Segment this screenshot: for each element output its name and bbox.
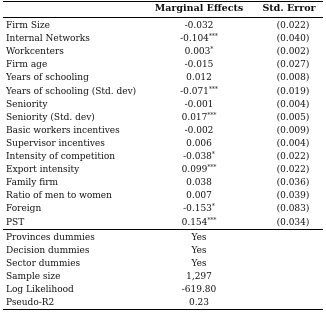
table-row bbox=[3, 203, 323, 216]
row-label: Ratio of men to women bbox=[6, 191, 112, 202]
coef-value: -0.104 bbox=[180, 34, 209, 45]
coef-value: 0.154 bbox=[181, 217, 208, 228]
marginal-effect-cell bbox=[134, 59, 264, 72]
table-row bbox=[3, 59, 323, 72]
row-label: Export intensity bbox=[6, 165, 80, 176]
summary-label: Log Likelihood bbox=[6, 284, 74, 295]
row-label: Supervisor incentives bbox=[6, 138, 105, 149]
table-row bbox=[3, 99, 323, 112]
header-std-error: Std. Error bbox=[262, 3, 316, 14]
summary-value: Yes bbox=[191, 258, 207, 269]
summary-label: Decision dummies bbox=[6, 245, 90, 256]
marginal-effect-cell bbox=[134, 217, 264, 230]
std-error-cell: (0.019) bbox=[276, 86, 310, 97]
std-error-cell: (0.034) bbox=[276, 217, 310, 228]
summary-row bbox=[3, 232, 323, 245]
row-label: Intensity of competition bbox=[6, 152, 116, 162]
coef-value: -0.001 bbox=[184, 99, 214, 110]
significance-stars: *** bbox=[207, 111, 217, 119]
marginal-effect-cell bbox=[134, 151, 264, 164]
table-row bbox=[3, 72, 323, 85]
summary-value: Yes bbox=[191, 233, 207, 243]
summary-label: Provinces dummies bbox=[6, 233, 95, 243]
row-label: Family firm bbox=[6, 178, 59, 189]
significance-stars: * bbox=[211, 151, 215, 158]
marginal-effect-cell bbox=[134, 20, 264, 33]
table-row bbox=[3, 164, 323, 177]
header-marginal-effects: Marginal Effects bbox=[154, 3, 244, 14]
summary-row bbox=[3, 271, 323, 284]
summary-row bbox=[3, 245, 323, 258]
table-row bbox=[3, 46, 323, 59]
std-error-cell: (0.039) bbox=[276, 191, 310, 202]
table-row bbox=[3, 190, 323, 203]
row-label: PST bbox=[6, 217, 25, 228]
summary-value: 0.23 bbox=[188, 297, 210, 308]
std-error-cell: (0.004) bbox=[276, 99, 310, 110]
significance-stars: *** bbox=[208, 85, 218, 93]
bottom-rule bbox=[3, 309, 323, 310]
coef-value: 0.003 bbox=[184, 47, 211, 58]
table-row bbox=[3, 20, 323, 33]
table-row bbox=[3, 33, 323, 46]
marginal-effect-cell bbox=[134, 164, 264, 177]
marginal-effect-cell bbox=[134, 125, 264, 138]
row-label: Seniority bbox=[6, 99, 48, 110]
significance-stars: *** bbox=[207, 216, 217, 224]
std-error-cell: (0.022) bbox=[276, 152, 310, 162]
std-error-cell: (0.022) bbox=[276, 165, 310, 176]
std-error-cell: (0.036) bbox=[276, 178, 310, 189]
coef-value: 0.038 bbox=[186, 178, 212, 189]
marginal-effect-cell bbox=[134, 138, 264, 151]
coef-value: -0.071 bbox=[180, 86, 209, 97]
coef-value: -0.015 bbox=[184, 60, 214, 71]
row-label: Firm age bbox=[6, 60, 48, 71]
marginal-effect-cell bbox=[134, 190, 264, 203]
coef-value: -0.038 bbox=[183, 152, 212, 162]
mid-rule bbox=[3, 229, 323, 230]
summary-value: Yes bbox=[191, 245, 207, 256]
std-error-cell: (0.005) bbox=[276, 112, 310, 123]
row-label: Years of schooling bbox=[6, 73, 89, 84]
summary-value: -619.80 bbox=[181, 284, 217, 295]
summary-row bbox=[3, 258, 323, 271]
table-row bbox=[3, 125, 323, 138]
std-error-cell: (0.002) bbox=[276, 47, 310, 58]
table-row bbox=[3, 217, 323, 230]
table-row bbox=[3, 112, 323, 125]
std-error-cell: (0.022) bbox=[276, 21, 310, 31]
coef-value: 0.017 bbox=[181, 112, 208, 123]
coef-value: 0.099 bbox=[181, 165, 208, 176]
marginal-effect-cell bbox=[134, 33, 264, 46]
row-label: Seniority (Std. dev) bbox=[6, 112, 95, 123]
row-label: Basic workers incentives bbox=[6, 125, 120, 136]
table-row bbox=[3, 177, 323, 190]
table-row bbox=[3, 86, 323, 99]
summary-row bbox=[3, 284, 323, 297]
marginal-effect-cell bbox=[134, 177, 264, 190]
table-row bbox=[3, 151, 323, 164]
std-error-cell: (0.008) bbox=[276, 73, 310, 84]
std-error-cell: (0.009) bbox=[276, 125, 310, 136]
coef-value: 0.006 bbox=[186, 138, 212, 149]
marginal-effect-cell bbox=[134, 86, 264, 99]
significance-stars: *** bbox=[208, 33, 218, 41]
marginal-effect-cell bbox=[134, 46, 264, 59]
summary-label: Pseudo-R2 bbox=[6, 297, 55, 308]
row-label: Firm Size bbox=[6, 21, 50, 31]
coef-value: -0.002 bbox=[184, 125, 214, 136]
coef-value: -0.032 bbox=[184, 21, 214, 31]
std-error-cell: (0.004) bbox=[276, 138, 310, 149]
significance-stars: * bbox=[210, 46, 214, 54]
std-error-cell: (0.040) bbox=[276, 34, 310, 45]
marginal-effect-cell bbox=[134, 112, 264, 125]
significance-stars: * bbox=[211, 203, 215, 211]
summary-label: Sector dummies bbox=[6, 258, 81, 269]
std-error-cell: (0.083) bbox=[276, 204, 310, 215]
row-label: Workcenters bbox=[6, 47, 64, 58]
marginal-effect-cell bbox=[134, 72, 264, 85]
row-label: Foreign bbox=[6, 204, 42, 215]
coef-value: -0.153 bbox=[183, 204, 212, 215]
table-row bbox=[3, 138, 323, 151]
significance-stars: *** bbox=[207, 164, 217, 172]
marginal-effect-cell bbox=[134, 99, 264, 112]
summary-label: Sample size bbox=[6, 271, 61, 282]
coef-value: 0.007 bbox=[186, 191, 212, 202]
header-row bbox=[3, 2, 323, 15]
row-label: Years of schooling (Std. dev) bbox=[6, 86, 137, 97]
marginal-effect-cell bbox=[134, 203, 264, 216]
header-rule bbox=[3, 17, 323, 18]
std-error-cell: (0.027) bbox=[276, 60, 310, 71]
summary-row bbox=[3, 297, 323, 310]
row-label: Internal Networks bbox=[6, 34, 90, 45]
summary-value: 1,297 bbox=[186, 271, 212, 282]
coef-value: 0.012 bbox=[186, 73, 212, 84]
